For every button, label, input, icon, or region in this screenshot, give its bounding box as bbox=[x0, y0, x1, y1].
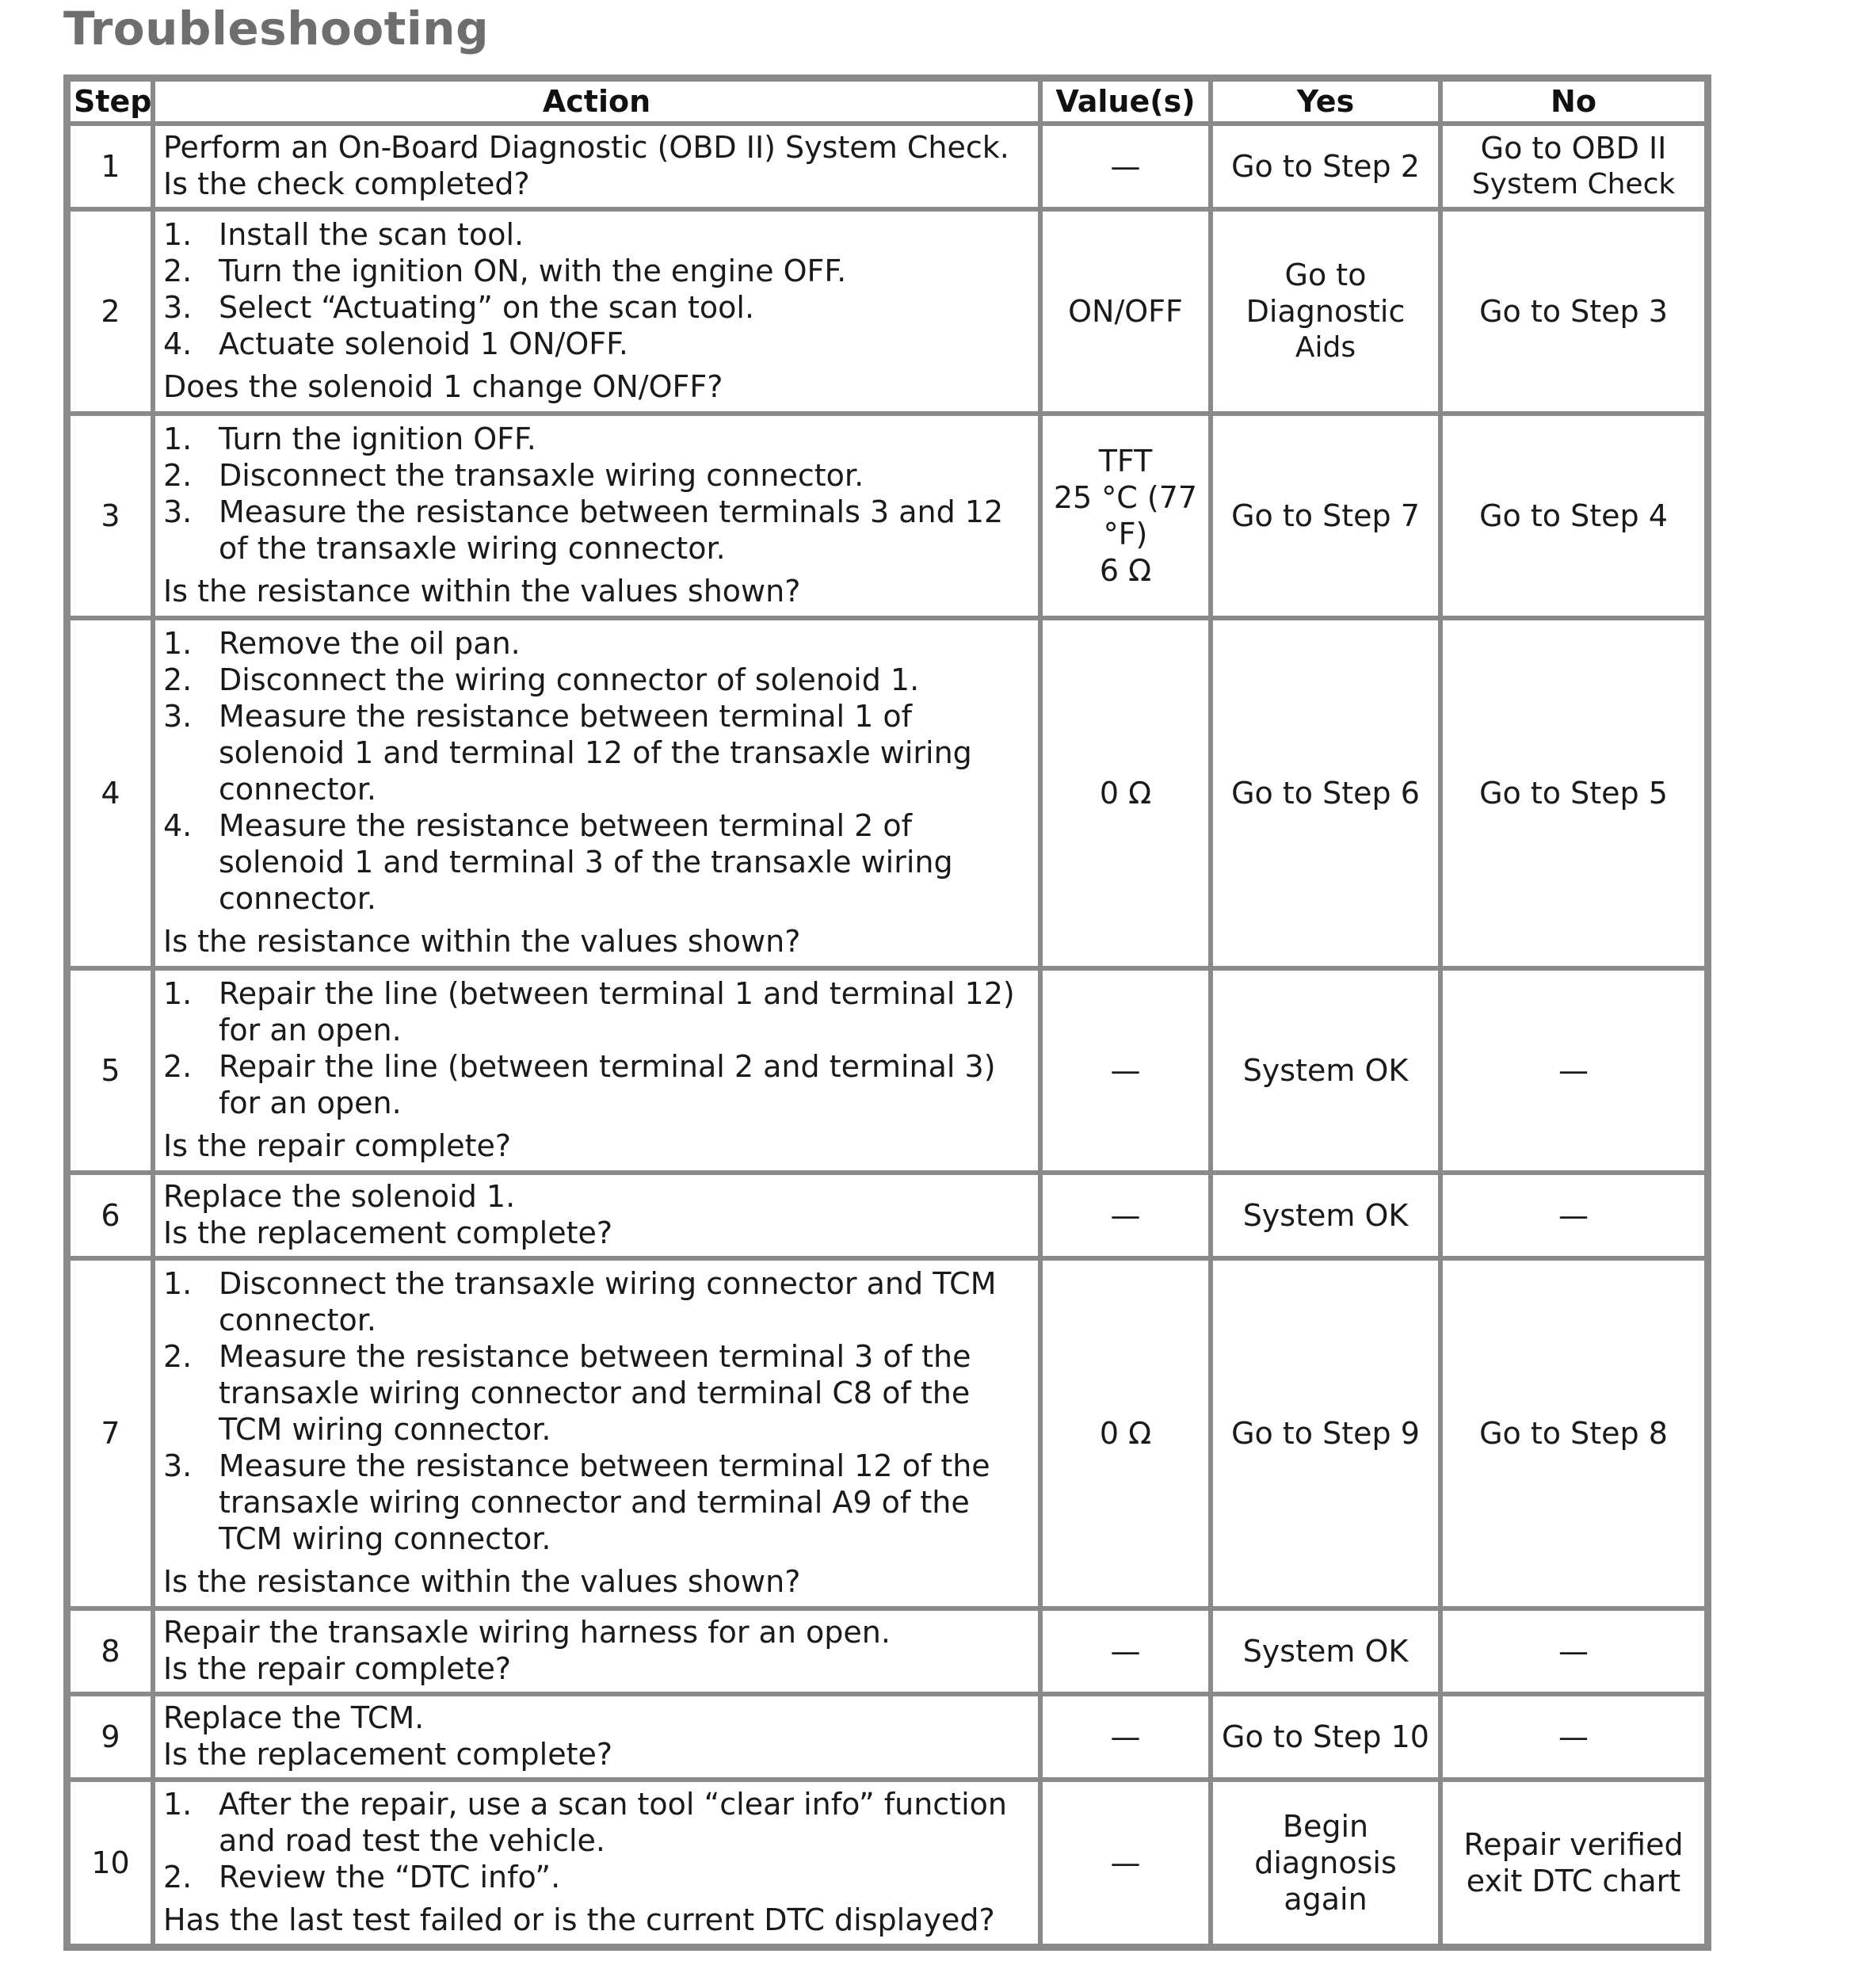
step-number: 9 bbox=[68, 1694, 153, 1780]
step-number: 3 bbox=[68, 414, 153, 618]
list-item: 3. Measure the resistance between terminal 1 of solenoid 1 and terminal 12 of the transaxle wiring connector. bbox=[163, 699, 972, 807]
step-number: 7 bbox=[68, 1258, 153, 1608]
action-cell bbox=[153, 1173, 1040, 1258]
table-row bbox=[68, 1258, 1707, 1608]
table-row bbox=[68, 1173, 1707, 1258]
yes-cell: Go to Step 10 bbox=[1211, 1694, 1440, 1780]
list-item: 2. Turn the ignition ON, with the engine OFF. bbox=[163, 254, 847, 288]
step-number: 2 bbox=[68, 209, 153, 414]
table-row bbox=[68, 618, 1707, 968]
no-line: System Check bbox=[1471, 168, 1676, 200]
value-cell: — bbox=[1040, 1780, 1211, 1946]
no-cell: — bbox=[1440, 1173, 1707, 1258]
value-cell: 0 Ω bbox=[1040, 618, 1211, 968]
value-cell: — bbox=[1040, 124, 1211, 209]
col-header-step: Step bbox=[68, 79, 153, 124]
action-text: Perform an On-Board Diagnostic (OBD II) System Check. bbox=[163, 130, 1009, 165]
list-item: 4. Actuate solenoid 1 ON/OFF. bbox=[163, 326, 628, 361]
action-cell bbox=[153, 1780, 1040, 1946]
no-cell: — bbox=[1440, 1608, 1707, 1694]
list-item: 1. After the repair, use a scan tool “clear info” function and road test the vehicle. bbox=[163, 1787, 1007, 1858]
list-item: 3. Measure the resistance between terminal 12 of the transaxle wiring connector and terminal A9 of the TCM wiring connector. bbox=[163, 1448, 990, 1556]
yes-cell: Go to Step 9 bbox=[1211, 1258, 1440, 1608]
action-question: Is the replacement complete? bbox=[163, 1215, 613, 1250]
list-item: 2. Repair the line (between terminal 2 and terminal 3) for an open. bbox=[163, 1049, 996, 1120]
action-cell bbox=[153, 414, 1040, 618]
value-cell: — bbox=[1040, 1694, 1211, 1780]
table-row bbox=[68, 414, 1707, 618]
step-number: 8 bbox=[68, 1608, 153, 1694]
action-question: Is the resistance within the values shown? bbox=[163, 924, 801, 959]
value-cell: — bbox=[1040, 1608, 1211, 1694]
action-cell bbox=[153, 1258, 1040, 1608]
yes-cell: Go to Step 7 bbox=[1211, 414, 1440, 618]
col-header-no: No bbox=[1440, 79, 1707, 124]
list-item: 3. Measure the resistance between terminals 3 and 12 of the transaxle wiring connector. bbox=[163, 494, 1004, 566]
yes-cell: System OK bbox=[1211, 1608, 1440, 1694]
no-cell: Go to Step 4 bbox=[1440, 414, 1707, 618]
table-row bbox=[68, 1694, 1707, 1780]
table-row bbox=[68, 209, 1707, 414]
col-header-values: Value(s) bbox=[1040, 79, 1211, 124]
header-row bbox=[68, 79, 1707, 124]
value-cell: 0 Ω bbox=[1040, 1258, 1211, 1608]
yes-cell: Go to Diagnostic Aids bbox=[1211, 209, 1440, 414]
value-cell: ON/OFF bbox=[1040, 209, 1211, 414]
no-cell bbox=[1440, 124, 1707, 209]
no-line: Go to OBD II bbox=[1480, 131, 1667, 166]
page-title: Troubleshooting bbox=[63, 2, 490, 55]
list-item: 2. Disconnect the wiring connector of solenoid 1. bbox=[163, 662, 920, 697]
list-item: 1. Install the scan tool. bbox=[163, 217, 525, 252]
value-cell: — bbox=[1040, 968, 1211, 1173]
table-row bbox=[68, 124, 1707, 209]
list-item: 2. Disconnect the transaxle wiring connector. bbox=[163, 458, 864, 493]
action-text: Replace the TCM. bbox=[163, 1700, 425, 1735]
list-item: 4. Measure the resistance between terminal 2 of solenoid 1 and terminal 3 of the transaxle wiring connector. bbox=[163, 808, 953, 916]
list-item: 2. Measure the resistance between terminal 3 of the transaxle wiring connector and terminal C8 of the TCM wiring connector. bbox=[163, 1339, 971, 1447]
step-number: 4 bbox=[68, 618, 153, 968]
yes-cell: Begin diagnosis again bbox=[1211, 1780, 1440, 1946]
no-cell: Go to Step 8 bbox=[1440, 1258, 1707, 1608]
list-item: 1. Turn the ignition OFF. bbox=[163, 422, 536, 456]
action-cell bbox=[153, 1608, 1040, 1694]
no-cell: Go to Step 3 bbox=[1440, 209, 1707, 414]
action-cell bbox=[153, 968, 1040, 1173]
step-number: 6 bbox=[68, 1173, 153, 1258]
table-row bbox=[68, 1780, 1707, 1946]
yes-cell: System OK bbox=[1211, 1173, 1440, 1258]
col-header-action: Action bbox=[153, 79, 1040, 124]
yes-cell: System OK bbox=[1211, 968, 1440, 1173]
action-question: Is the resistance within the values shown? bbox=[163, 1564, 801, 1599]
list-item: 1. Remove the oil pan. bbox=[163, 626, 521, 661]
yes-cell: Go to Step 6 bbox=[1211, 618, 1440, 968]
action-text: Replace the solenoid 1. bbox=[163, 1179, 516, 1214]
no-cell: — bbox=[1440, 1694, 1707, 1780]
action-question: Does the solenoid 1 change ON/OFF? bbox=[163, 369, 723, 404]
no-cell: — bbox=[1440, 968, 1707, 1173]
step-number: 5 bbox=[68, 968, 153, 1173]
action-question: Is the resistance within the values shown? bbox=[163, 574, 801, 609]
list-item: 1. Repair the line (between terminal 1 and terminal 12) for an open. bbox=[163, 976, 1015, 1047]
list-item: 1. Disconnect the transaxle wiring connector and TCM connector. bbox=[163, 1266, 997, 1337]
action-question: Is the replacement complete? bbox=[163, 1737, 613, 1772]
action-cell bbox=[153, 124, 1040, 209]
no-cell: Go to Step 5 bbox=[1440, 618, 1707, 968]
yes-cell: Go to Step 2 bbox=[1211, 124, 1440, 209]
action-question: Is the check completed? bbox=[163, 166, 530, 201]
action-question: Has the last test failed or is the current DTC displayed? bbox=[163, 1902, 995, 1937]
action-text: Repair the transaxle wiring harness for an open. bbox=[163, 1615, 891, 1650]
step-number: 10 bbox=[68, 1780, 153, 1946]
action-cell bbox=[153, 1694, 1040, 1780]
table-row bbox=[68, 1608, 1707, 1694]
action-question: Is the repair complete? bbox=[163, 1128, 512, 1163]
action-cell bbox=[153, 209, 1040, 414]
list-item: 2. Review the “DTC info”. bbox=[163, 1860, 561, 1895]
troubleshooting-table bbox=[63, 74, 1711, 1951]
action-question: Is the repair complete? bbox=[163, 1651, 512, 1686]
step-number: 1 bbox=[68, 124, 153, 209]
no-cell: Repair verified exit DTC chart bbox=[1440, 1780, 1707, 1946]
col-header-yes: Yes bbox=[1211, 79, 1440, 124]
value-cell: — bbox=[1040, 1173, 1211, 1258]
table-row bbox=[68, 968, 1707, 1173]
list-item: 3. Select “Actuating” on the scan tool. bbox=[163, 290, 755, 325]
action-cell bbox=[153, 618, 1040, 968]
value-cell: TFT 25 °C (77 °F) 6 Ω bbox=[1040, 414, 1211, 618]
